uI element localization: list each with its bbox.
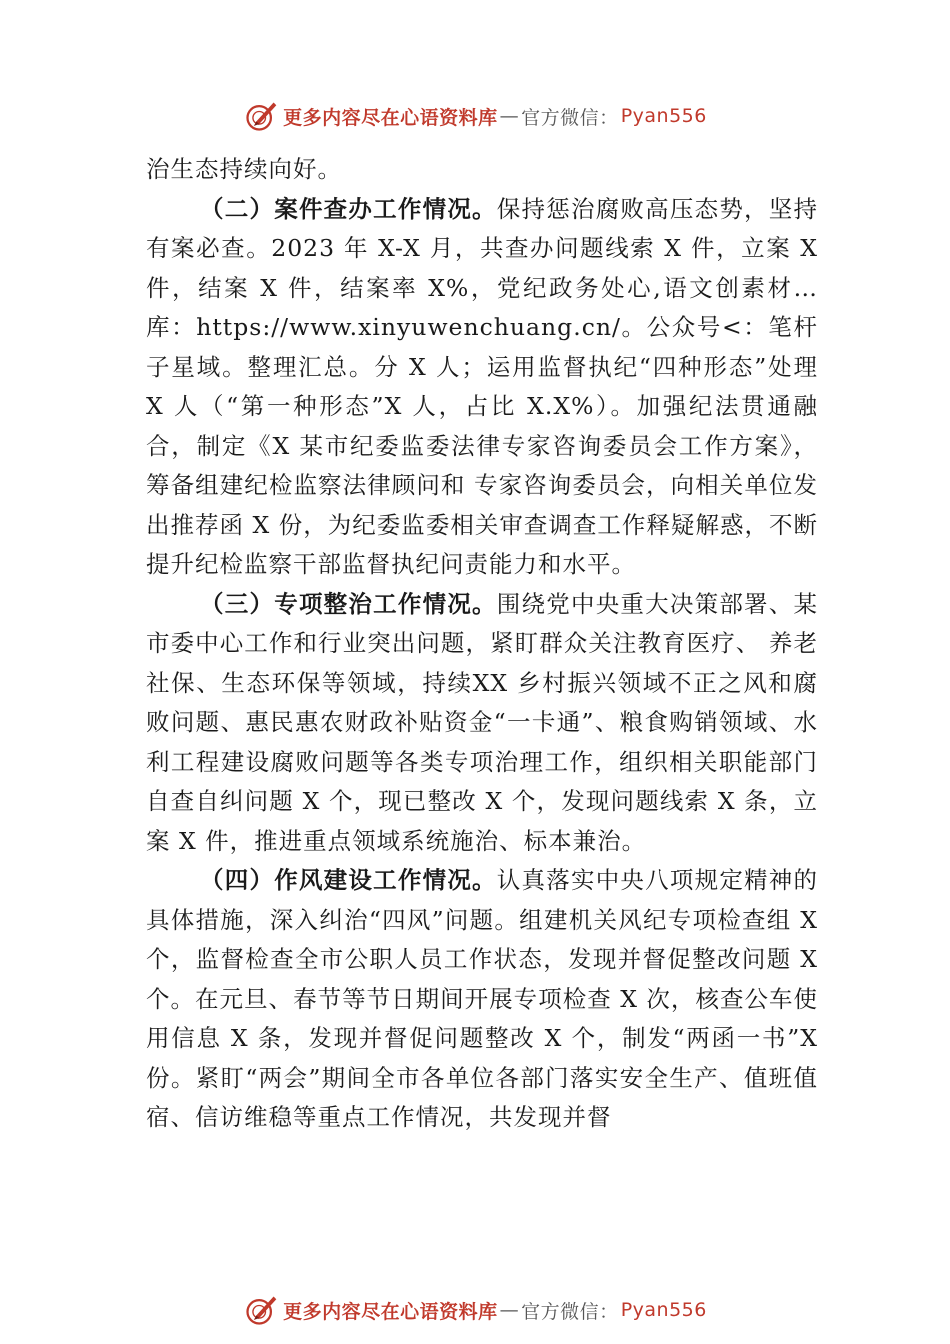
paragraph-special-rectification bbox=[146, 585, 818, 862]
paragraph-text: 治生态持续向好。 bbox=[146, 155, 342, 183]
watermark-dash: — bbox=[499, 105, 520, 127]
section-heading: （三）专项整治工作情况。 bbox=[200, 589, 497, 618]
watermark-header bbox=[0, 96, 950, 136]
watermark-official-label: 官方微信： bbox=[521, 1300, 619, 1323]
watermark-brand: 更多内容尽在心语资料库 bbox=[283, 106, 498, 129]
watermark-official-label: 官方微信： bbox=[521, 106, 619, 129]
document-body bbox=[146, 150, 818, 1138]
watermark-dash: — bbox=[499, 1299, 520, 1321]
paragraph-text: 认真落实中央八项规定精神的具体措施，深入纠治“四风”问题。组建机关风纪专项检查组 X 个，监督检查全市公职人员工作状态，发现并督促整改问题 X 个。在元旦、春节等节日期间开展专项检查 X 次，核查公车使用信息 X 条，发现并督促问题整改 X 个，制发“两函一书”X 份。紧盯“两会”期间全市各单位各部门落实安全生产、值班值宿、信访维稳等重点工作情况，共发现并督 bbox=[146, 866, 819, 1131]
section-heading: （四）作风建设工作情况。 bbox=[200, 866, 497, 894]
quill-pen-logo-icon bbox=[243, 1292, 279, 1328]
paragraph-case-handling bbox=[146, 190, 818, 585]
section-heading: （二）案件查办工作情况。 bbox=[200, 194, 497, 223]
watermark-wechat-id: Pyan556 bbox=[620, 105, 707, 127]
quill-pen-logo-icon bbox=[243, 98, 279, 134]
paragraph-work-style bbox=[146, 861, 818, 1138]
watermark-wechat-id: Pyan556 bbox=[620, 1299, 707, 1321]
paragraph-continuation bbox=[146, 150, 818, 190]
watermark-footer bbox=[0, 1290, 950, 1330]
watermark-brand: 更多内容尽在心语资料库 bbox=[283, 1300, 498, 1323]
paragraph-text: 围绕党中央重大决策部署、某市委中心工作和行业突出问题，紧盯群众关注教育医疗、 养老社保、生态环保等领域，持续XX 乡村振兴领域不正之风和腐败问题、惠民惠农财政补贴资金“一卡通”、粮食购销领域、水利工程建设腐败问题等各类专项治理工作，组织相关职能部门自查自纠问题 X 个，现已整改 X 个，发现问题线索 X 条，立案 X 件，推进重点领域系统施治、标本兼治。 bbox=[146, 589, 819, 855]
paragraph-text: 保持惩治腐败高压态势，坚持有案必查。2023 年 X-X 月，共查办问题线索 X 件，立案 X 件，结案 X 件，结案率 X%，党纪政务处心,语文创素材…库：https://www.xinyuwenchuang.cn/。公众号<：笔杆子星域。整理汇总。分 X 人；运用监督执纪“四种形态”处理 X 人（“第一种形态”X 人，占比 X.X%）。加强纪法贯通融合，制定《X 某市纪委监委法律专家咨询委员会工作方案》，筹备组建纪检监察法律顾问和 专家咨询委员会，向相关单位发出推荐函 X 份，为纪委监委相关审查调查工作释疑解惑，不断提升纪检监察干部监督执纪问责能力和水平。 bbox=[146, 194, 819, 578]
